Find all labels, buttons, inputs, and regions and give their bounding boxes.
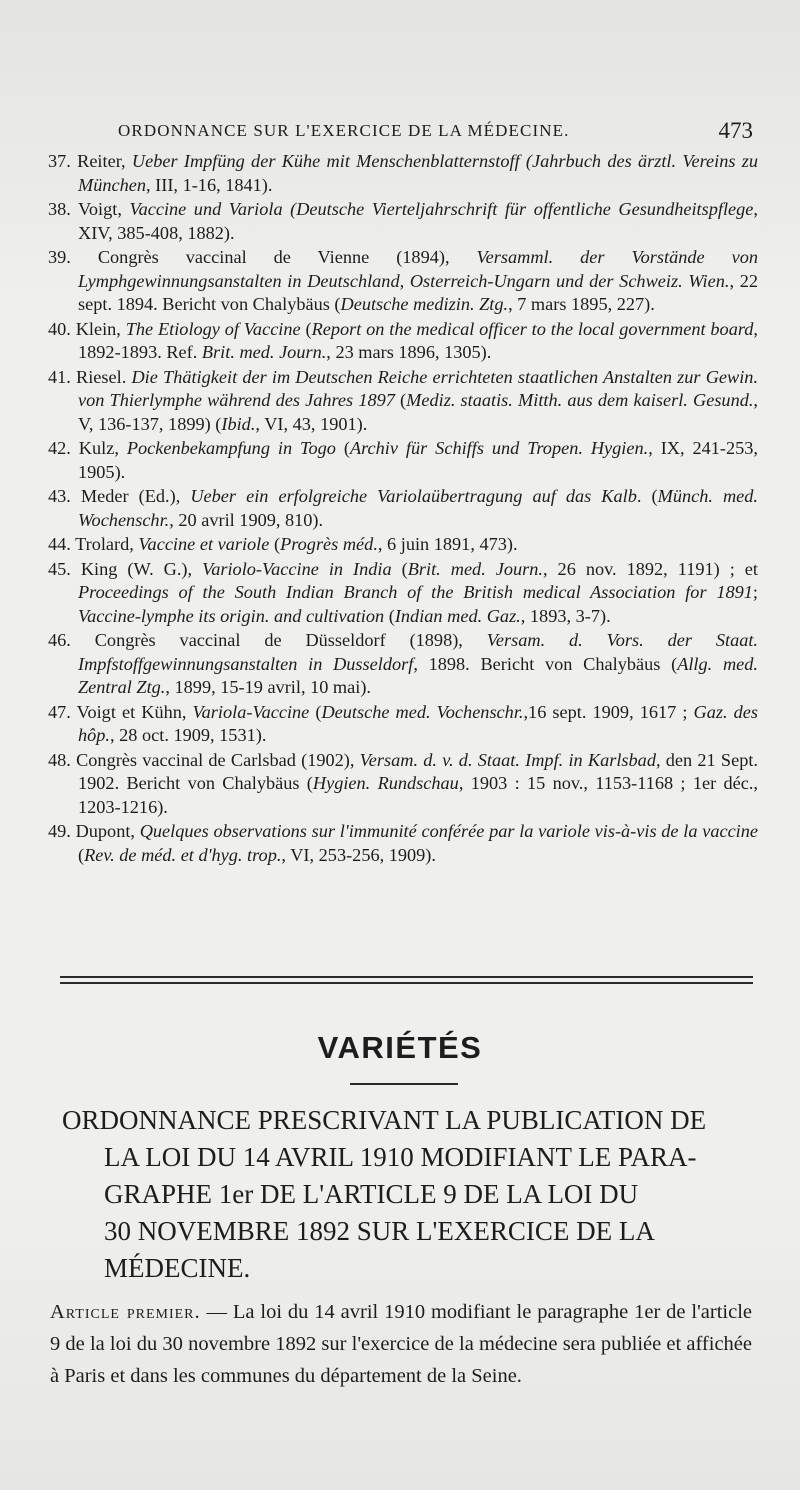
- reference-text: Reiter,: [77, 151, 132, 171]
- reference-title-text: Proceedings of the South Indian Branch of the British medical Association for 1891: [78, 582, 753, 602]
- reference-text: Congrès vaccinal de Düsseldorf (1898),: [94, 630, 487, 650]
- reference-text: , 6 juin 1891, 473).: [377, 534, 518, 554]
- running-head: [118, 118, 753, 148]
- reference-text: , 1899, 15-19 avril, 10 mai).: [165, 677, 372, 697]
- reference-text: (: [300, 318, 312, 339]
- reference-title-text: Vaccine und Variola (Deutsche Vierteljahrschrift für offentliche Gesundheitspflege: [129, 199, 754, 219]
- reference-text: Meder (Ed.),: [80, 486, 191, 506]
- reference-title-text: Versam. d. v. d. Staat. Impf. in Karlsbad: [359, 749, 656, 770]
- reference-text: , IX, 241-253, 1905).: [78, 438, 758, 482]
- reference-text: , 1903 : 15 nov., 1153-1168 ; 1er déc., 1203-1216).: [78, 773, 758, 817]
- reference-title-text: Ueber Impfüng der Kühe mit Menschenblatternstoff (Jahrbuch des ärztl. Vereins zu München: [78, 151, 759, 195]
- reference-title-text: Rev. de méd. et d'hyg. trop.: [84, 844, 282, 865]
- reference-title-text: Vaccine-lymphe its origin. and cultivation: [78, 605, 385, 626]
- reference-item: [48, 820, 758, 867]
- ordinance-title-line: ORDONNANCE PRESCRIVANT LA PUBLICATION DE: [62, 1105, 707, 1135]
- reference-number: 48.: [48, 749, 77, 770]
- reference-text: Voigt et Kühn,: [76, 701, 193, 722]
- reference-title-text: Variolo-Vaccine in India: [202, 558, 392, 579]
- reference-text: (: [309, 701, 322, 722]
- reference-text: , 26 nov. 1892, 1191) ; et: [542, 558, 758, 579]
- reference-item: [48, 701, 758, 748]
- reference-number: 37.: [48, 151, 78, 171]
- reference-title-text: Quelques observations sur l'immunité conférée par la variole vis-à-vis de la vaccine: [139, 821, 759, 841]
- reference-number: 40.: [48, 318, 76, 339]
- ordinance-title-line: MÉDECINE.: [104, 1253, 251, 1283]
- reference-title-text: Brit. med. Journ.: [407, 558, 543, 579]
- reference-text: , V, 136-137, 1899) (: [78, 390, 758, 434]
- reference-title-text: Pockenbekampfung in Togo: [126, 438, 336, 458]
- reference-text: Congrès vaccinal de Vienne (1894),: [97, 247, 477, 267]
- reference-text: , 1892-1893. Ref.: [78, 318, 758, 362]
- reference-text: ;: [752, 582, 758, 602]
- section-divider-bottom: [60, 982, 753, 984]
- reference-item: [48, 485, 758, 532]
- reference-text: , 23 mars 1896, 1305).: [326, 342, 492, 362]
- reference-text: (: [394, 390, 407, 410]
- heading-underline: [350, 1083, 458, 1085]
- reference-number: 45.: [48, 558, 81, 579]
- reference-text: , 22 sept. 1894. Bericht von Chalybäus (: [78, 270, 759, 314]
- reference-text: Kulz,: [78, 438, 127, 458]
- reference-title-text: Report on the medical officer to the local government board: [311, 318, 754, 339]
- reference-title-text: Vaccine et variole: [138, 534, 270, 554]
- reference-text: , 7 mars 1895, 227).: [508, 294, 655, 314]
- reference-text: (: [391, 558, 408, 579]
- reference-number: 38.: [48, 199, 79, 219]
- reference-item: [48, 437, 758, 484]
- reference-text: Congrès vaccinal de Carlsbad (1902),: [76, 749, 360, 770]
- reference-title-text: Ibid.: [221, 413, 256, 434]
- page-number: 473: [718, 118, 753, 143]
- reference-item: [48, 150, 758, 197]
- reference-number: 41.: [48, 366, 77, 387]
- reference-text: , den 21 Sept. 1902. Bericht von Chalybäus (: [78, 749, 758, 793]
- reference-title-text: Versam. d. Vors. der Staat. Impfstoffgewinnungsanstalten in Dusseldorf: [78, 630, 758, 674]
- reference-title-text: Indian med. Gaz.: [394, 605, 521, 626]
- reference-list: [48, 150, 758, 868]
- reference-text: , 1898. Bericht von Chalybäus (: [413, 653, 678, 674]
- reference-title-text: Brit. med. Journ.: [201, 342, 327, 362]
- reference-item: [48, 318, 758, 365]
- reference-title-text: Münch. med. Wochenschr.: [78, 486, 759, 530]
- reference-item: [48, 198, 758, 245]
- reference-item: [48, 629, 758, 700]
- reference-number: 44.: [48, 534, 76, 554]
- reference-title-text: Variola-Vaccine: [192, 701, 310, 722]
- ordinance-title-line: LA LOI DU 14 AVRIL 1910 MODIFIANT LE PARA-: [104, 1142, 697, 1172]
- reference-text: Riesel.: [76, 366, 132, 387]
- reference-title-text: Versamml. der Vorstände von Lymphgewinnungsanstalten in Deutschland, Osterreich-Ungarn und der Schweiz. Wien.: [78, 247, 759, 291]
- reference-text: Trolard,: [75, 534, 139, 554]
- article-text: — La loi du 14 avril 1910 modifiant le paragraphe 1er de l'article 9 de la loi du 30 novembre 1892 sur l'exercice de la médecine sera publiée et affichée à Paris et dans les communes du département de la Seine.: [50, 1301, 752, 1387]
- reference-text: , 1893, 3-7).: [520, 605, 611, 626]
- ordinance-title-line: GRAPHE 1er DE L'ARTICLE 9 DE LA LOI DU: [104, 1179, 639, 1209]
- reference-number: 42.: [48, 438, 79, 458]
- reference-text: King (W. G.),: [80, 558, 203, 579]
- reference-title-text: Ueber ein erfolgreiche Variolaübertragung auf das Kalb: [190, 486, 637, 506]
- ordinance-title-line: 30 NOVEMBRE 1892 SUR L'EXERCICE DE LA: [104, 1216, 655, 1246]
- reference-text: , 28 oct. 1909, 1531).: [110, 725, 267, 745]
- reference-text: ,16 sept. 1909, 1617 ;: [523, 701, 694, 722]
- reference-text: (: [269, 534, 281, 554]
- reference-title-text: Deutsche medizin. Ztg.: [340, 294, 509, 314]
- reference-text: (: [384, 605, 395, 626]
- reference-text: , III, 1-16, 1841).: [146, 174, 273, 195]
- running-head-title: ORDONNANCE SUR L'EXERCICE DE LA MÉDECINE.: [118, 121, 570, 140]
- reference-title-text: Deutsche med. Vochenschr.: [321, 701, 524, 722]
- reference-item: [48, 558, 758, 629]
- reference-text: . (: [636, 486, 658, 506]
- reference-text: , XIV, 385-408, 1882).: [78, 199, 758, 243]
- reference-item: [48, 366, 758, 437]
- reference-title-text: The Etiology of Vaccine: [125, 318, 301, 339]
- reference-title-text: Archiv für Schiffs und Tropen. Hygien.: [349, 438, 649, 458]
- reference-text: (: [78, 844, 85, 865]
- reference-text: Voigt,: [78, 199, 130, 219]
- article-label: Article premier.: [50, 1301, 201, 1323]
- reference-title-text: Progrès méd.: [280, 534, 378, 554]
- reference-number: 47.: [48, 701, 77, 722]
- reference-item: [48, 246, 758, 317]
- reference-title-text: Hygien. Rundschau: [312, 773, 459, 793]
- reference-text: , VI, 43, 1901).: [255, 413, 368, 434]
- reference-number: 49.: [48, 821, 76, 841]
- reference-title-text: Gaz. des hôp.: [78, 701, 759, 745]
- reference-text: , VI, 253-256, 1909).: [281, 844, 436, 865]
- reference-title-text: Mediz. staatis. Mitth. aus dem kaiserl. Gesund.: [406, 390, 754, 410]
- reference-text: (: [335, 438, 350, 458]
- reference-number: 43.: [48, 486, 81, 506]
- reference-title-text: Allg. med. Zentral Ztg.: [78, 653, 758, 697]
- reference-item: [48, 749, 758, 820]
- reference-text: , 20 avril 1909, 810).: [169, 509, 324, 530]
- section-heading: VARIÉTÉS: [317, 1030, 483, 1065]
- reference-number: 46.: [48, 630, 95, 650]
- article-paragraph: [50, 1296, 752, 1392]
- reference-text: Klein,: [75, 318, 126, 339]
- reference-text: Dupont,: [75, 821, 140, 841]
- reference-title-text: Die Thätigkeit der im Deutschen Reiche errichteten staatlichen Anstalten zur Gewin. von Thierlymphe während des Jahres 1897: [78, 366, 759, 410]
- reference-item: [48, 533, 758, 557]
- section-divider-top: [60, 976, 753, 978]
- ordinance-title: [62, 1102, 752, 1287]
- reference-number: 39.: [48, 247, 98, 267]
